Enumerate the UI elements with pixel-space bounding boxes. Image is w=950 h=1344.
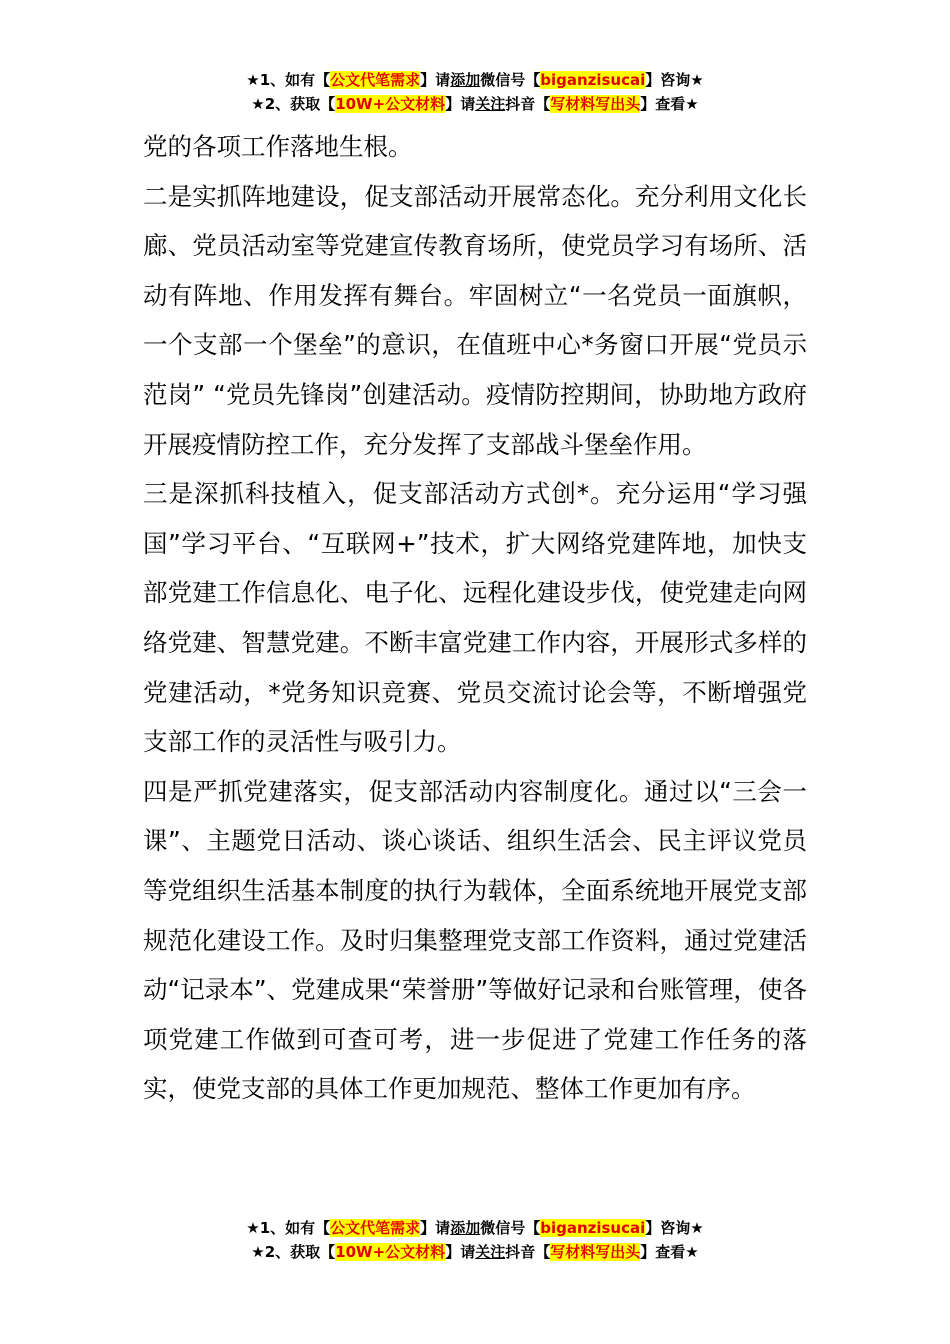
banner-text: 】咨询★	[645, 1219, 704, 1237]
banner-text: 微信号【	[480, 1219, 541, 1237]
banner-text: 】请	[445, 95, 476, 113]
paragraph-continuation: 党的各项工作落地生根。	[143, 132, 413, 161]
footer-banner-line-1	[0, 1216, 950, 1240]
footer-banner	[0, 1216, 950, 1264]
paragraph-technology: 三是深抓科技植入，促支部活动方式创*。充分运用“学习强国”学习平台、“互联网+”技术，扩大网络党建阵地，加快支部党建工作信息化、电子化、远程化建设步伐，使党建走向网络党建、智慧党建。不断丰富党建工作内容，开展形式多样的党建活动，*党务知识竞赛、党员交流讨论会等，不断增强党支部工作的灵活性与吸引力。	[143, 479, 807, 757]
header-banner	[0, 68, 950, 116]
footer-banner-line-2	[0, 1240, 950, 1264]
header-banner-line-1	[0, 68, 950, 92]
highlight-wechat-id: biganzisucai	[540, 71, 646, 89]
highlight-douyin-account: 写材料写出头	[550, 95, 641, 113]
banner-text: 抖音【	[505, 1243, 551, 1261]
paragraph-position-building: 二是实抓阵地建设，促支部活动开展常态化。充分利用文化长廊、党员活动室等党建宣传教育场所，使党员学习有场所、活动有阵地、作用发挥有舞台。牢固树立“一名党员一面旗帜，一个支部一个堡垒”的意识，在值班中心*务窗口开展“党员示范岗” “党员先锋岗”创建活动。疫情防控期间，协助地方政府开展疫情防控工作，充分发挥了支部战斗堡垒作用。	[143, 181, 807, 459]
banner-text: ★2、获取【	[251, 1243, 336, 1261]
banner-text: 微信号【	[480, 71, 541, 89]
banner-text: ★1、如有【	[246, 71, 331, 89]
banner-text: 】请	[420, 1219, 451, 1237]
paragraph-implementation: 四是严抓党建落实，促支部活动内容制度化。通过以“三会一课”、主题党日活动、谈心谈话、组织生活会、民主评议党员等党组织生活基本制度的执行为载体，全面系统地开展党支部规范化建设工作。及时归集整理党支部工作资料，通过党建活动“记录本”、党建成果“荣誉册”等做好记录和台账管理，使各项党建工作做到可查可考，进一步促进了党建工作任务的落实，使党支部的具体工作更加规范、整体工作更加有序。	[143, 776, 807, 1104]
highlight-wechat-id: biganzisucai	[540, 1219, 646, 1237]
banner-text: 抖音【	[505, 95, 551, 113]
highlight-service: 公文代笔需求	[330, 71, 421, 89]
highlight-materials: 10W+公文材料	[335, 1243, 446, 1261]
banner-text: ★1、如有【	[246, 1219, 331, 1237]
underlined-add: 添加	[450, 1219, 481, 1237]
banner-text: ★2、获取【	[251, 95, 336, 113]
banner-text: 】请	[420, 71, 451, 89]
underlined-follow: 关注	[475, 95, 506, 113]
underlined-follow: 关注	[475, 1243, 506, 1261]
highlight-service: 公文代笔需求	[330, 1219, 421, 1237]
banner-text: 】请	[445, 1243, 476, 1261]
highlight-douyin-account: 写材料写出头	[550, 1243, 641, 1261]
banner-text: 】查看★	[640, 95, 699, 113]
header-banner-line-2	[0, 92, 950, 116]
banner-text: 】咨询★	[645, 71, 704, 89]
banner-text: 】查看★	[640, 1243, 699, 1261]
underlined-add: 添加	[450, 71, 481, 89]
highlight-materials: 10W+公文材料	[335, 95, 446, 113]
document-body	[143, 122, 807, 1114]
